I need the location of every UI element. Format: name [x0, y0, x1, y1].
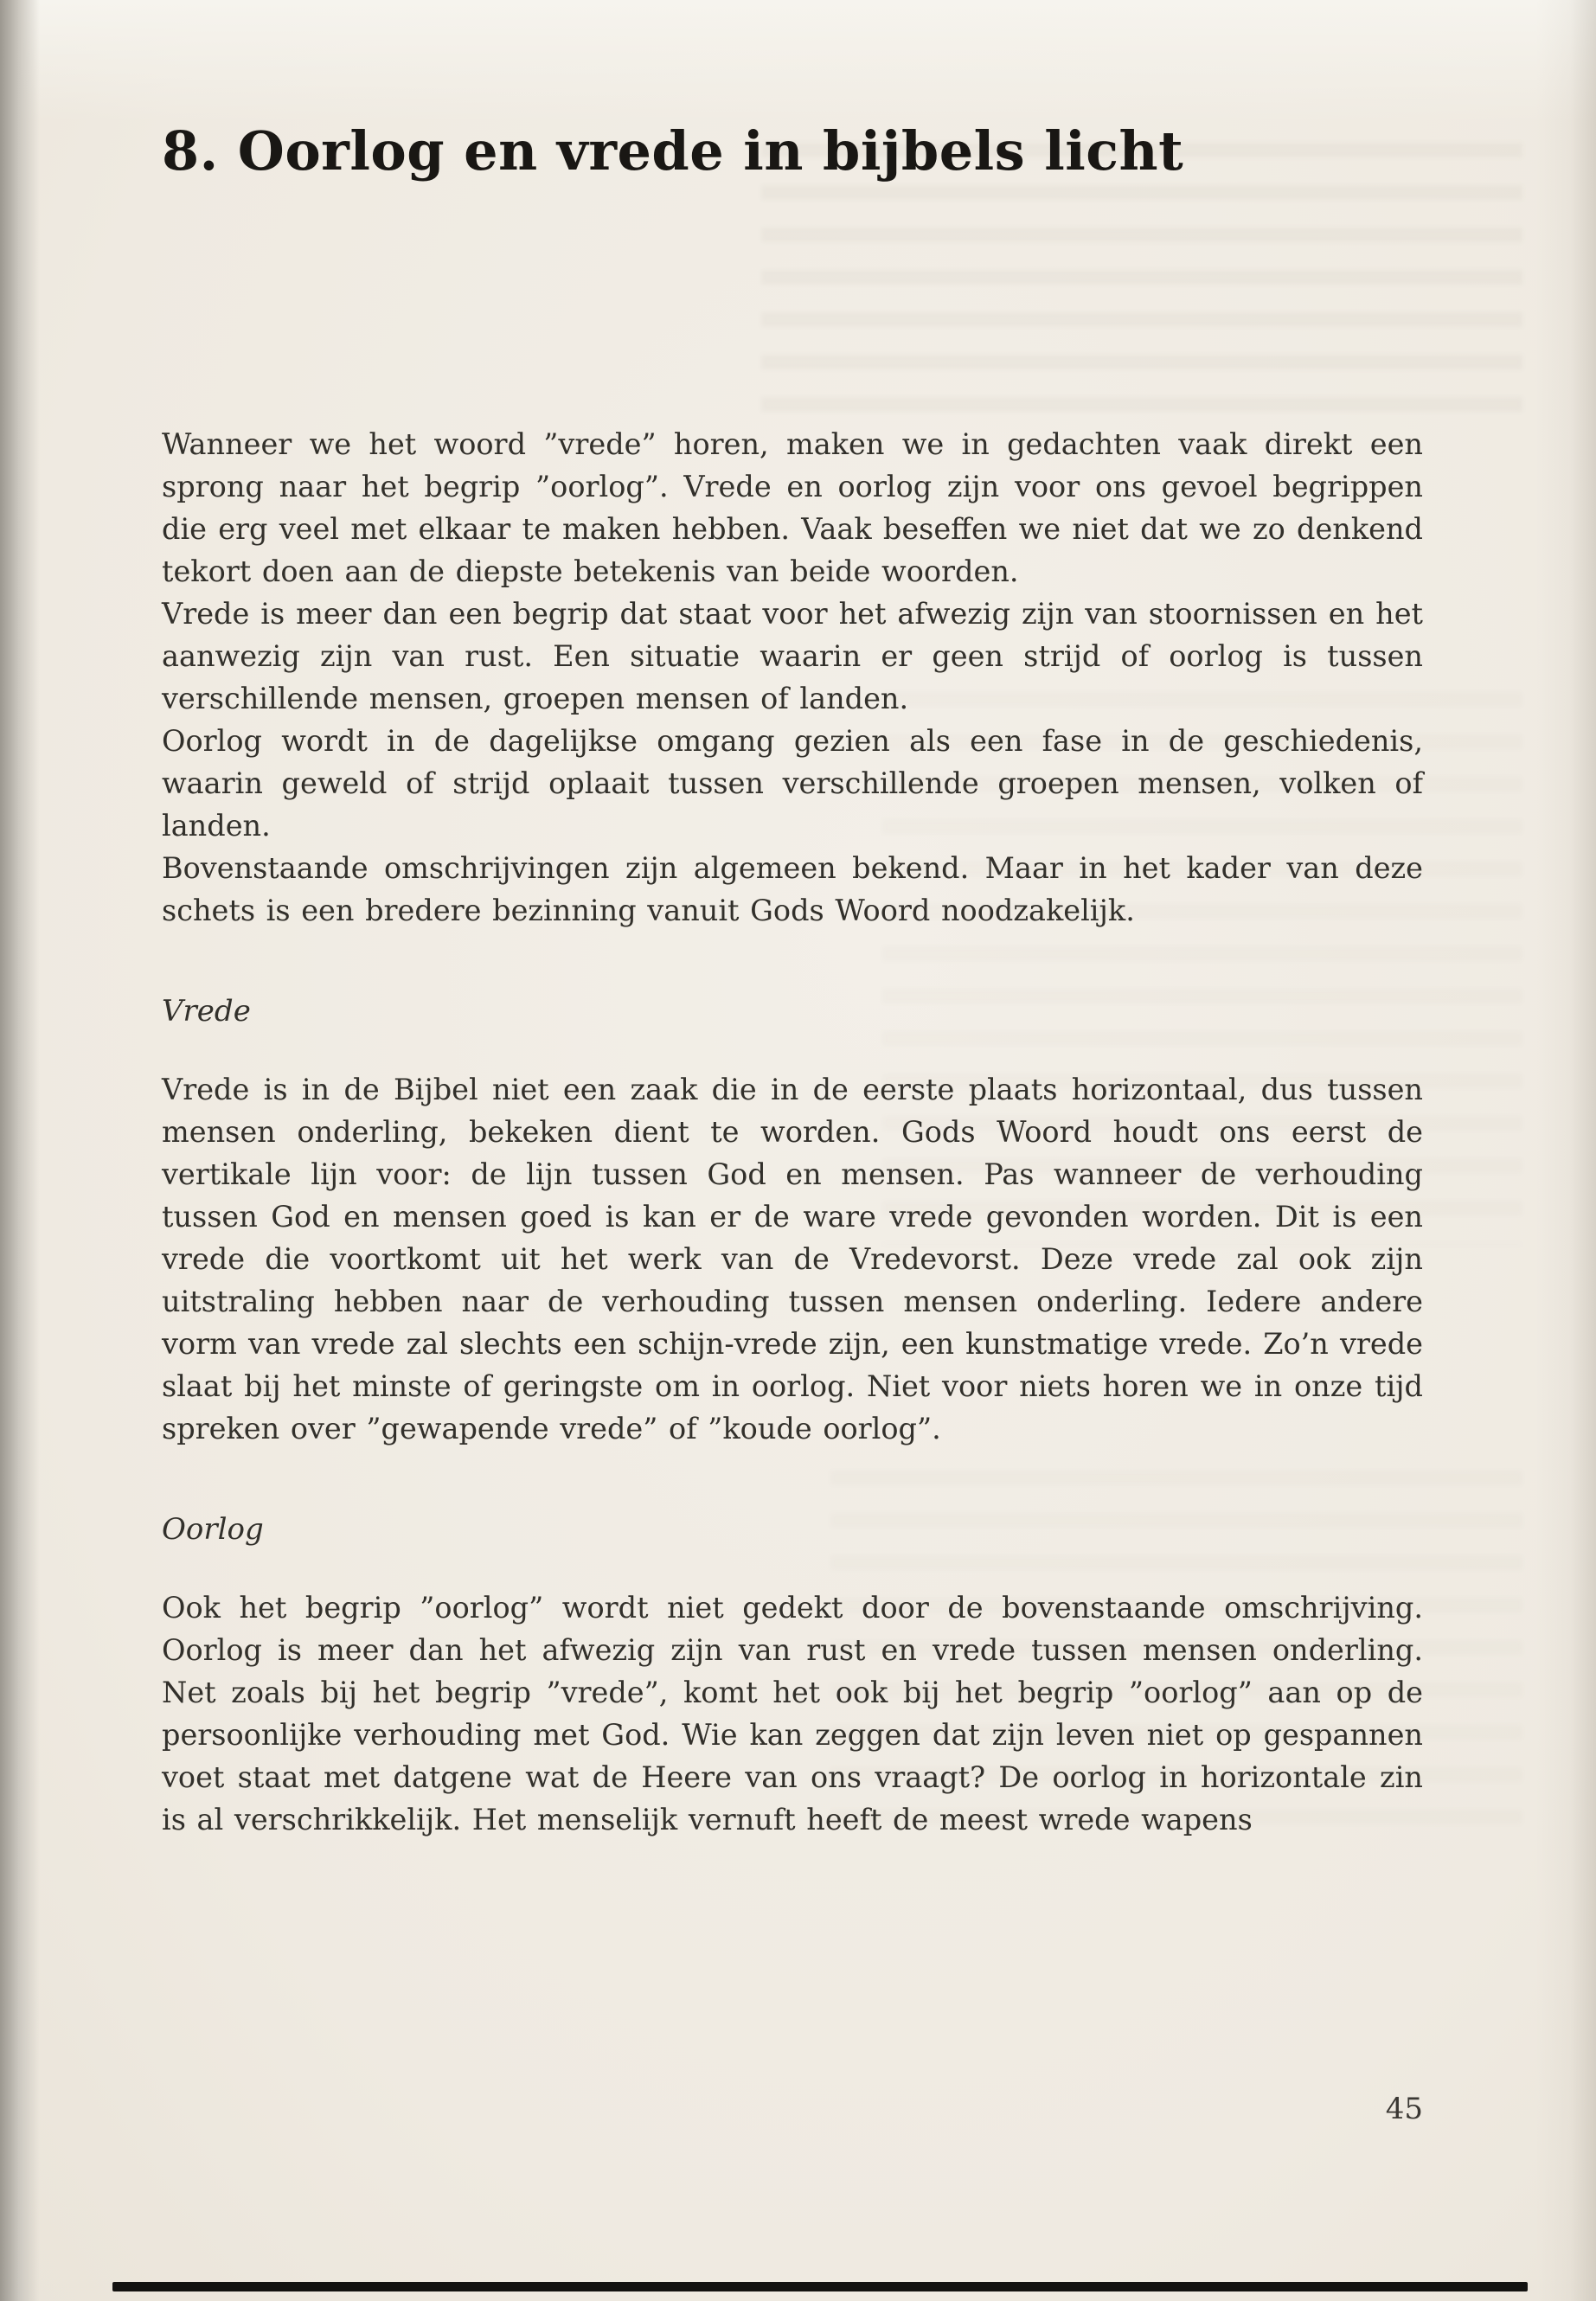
intro-paragraph-1: Wanneer we het woord ”vrede” horen, maken we in gedachten vaak direkt een sprong naar het begrip ”oorlog”. Vrede en oorlog zijn voor ons gevoel begrippen die erg veel met elkaar te maken hebben. Vaak beseffen we niet dat we zo denkend tekort doen aan de diepste betekenis van beide woorden.: [162, 427, 1423, 589]
body-text: [162, 423, 1423, 1841]
scan-artifact-bar: [112, 2282, 1528, 2291]
vrede-paragraph: Vrede is in de Bijbel niet een zaak die in de eerste plaats horizontaal, dus tussen mensen onderling, bekeken dient te worden. Gods Woord houdt ons eerst de vertikale lijn voor: de lijn tussen God en mensen. Pas wanneer de verhouding tussen God en mensen goed is kan er de ware vrede gevonden worden. Dit is een vrede die voortkomt uit het werk van de Vredevorst. Deze vrede zal ook zijn uitstraling hebben naar de verhouding tussen mensen onderling. Iedere andere vorm van vrede zal slechts een schijn-vrede zijn, een kunstmatige vrede. Zo’n vrede slaat bij het minste of geringste om in oorlog. Niet voor niets horen we in onze tijd spreken over ”gewapende vrede” of ”koude oorlog”.: [162, 1073, 1423, 1446]
page-number: 45: [1385, 2092, 1423, 2126]
intro-paragraph-3: Oorlog wordt in de dagelijkse omgang gezien als een fase in de geschiedenis, waarin geweld of strijd oplaait tussen verschillende groepen mensen, volken of landen.: [162, 724, 1423, 843]
scan-edge-shadow-right: [1535, 0, 1596, 2301]
chapter-title: 8. Oorlog en vrede in bijbels licht: [162, 119, 1184, 183]
section-heading-oorlog: Oorlog: [162, 1512, 264, 1548]
scan-edge-shadow-left: [0, 0, 40, 2301]
intro-paragraph-4: Bovenstaande omschrijvingen zijn algemeen bekend. Maar in het kader van deze schets is een bredere bezinning vanuit Gods Woord noodzakelijk.: [162, 851, 1423, 928]
section-heading-vrede: Vrede: [162, 994, 251, 1029]
intro-paragraph-2: Vrede is meer dan een begrip dat staat voor het afwezig zijn van stoornissen en het aanwezig zijn van rust. Een situatie waarin er geen strijd of oorlog is tussen verschillende mensen, groepen mensen of landen.: [162, 597, 1423, 716]
oorlog-paragraph: Ook het begrip ”oorlog” wordt niet gedekt door de bovenstaande omschrijving. Oorlog is meer dan het afwezig zijn van rust en vrede tussen mensen onderling. Net zoals bij het begrip ”vrede”, komt het ook bij het begrip ”oorlog” aan op de persoonlijke verhouding met God. Wie kan zeggen dat zijn leven niet op gespannen voet staat met datgene wat de Heere van ons vraagt? De oorlog in horizontale zin is al verschrikkelijk. Het menselijk vernuft heeft de meest wrede wapens: [162, 1591, 1423, 1837]
text-block: [162, 119, 1423, 1841]
